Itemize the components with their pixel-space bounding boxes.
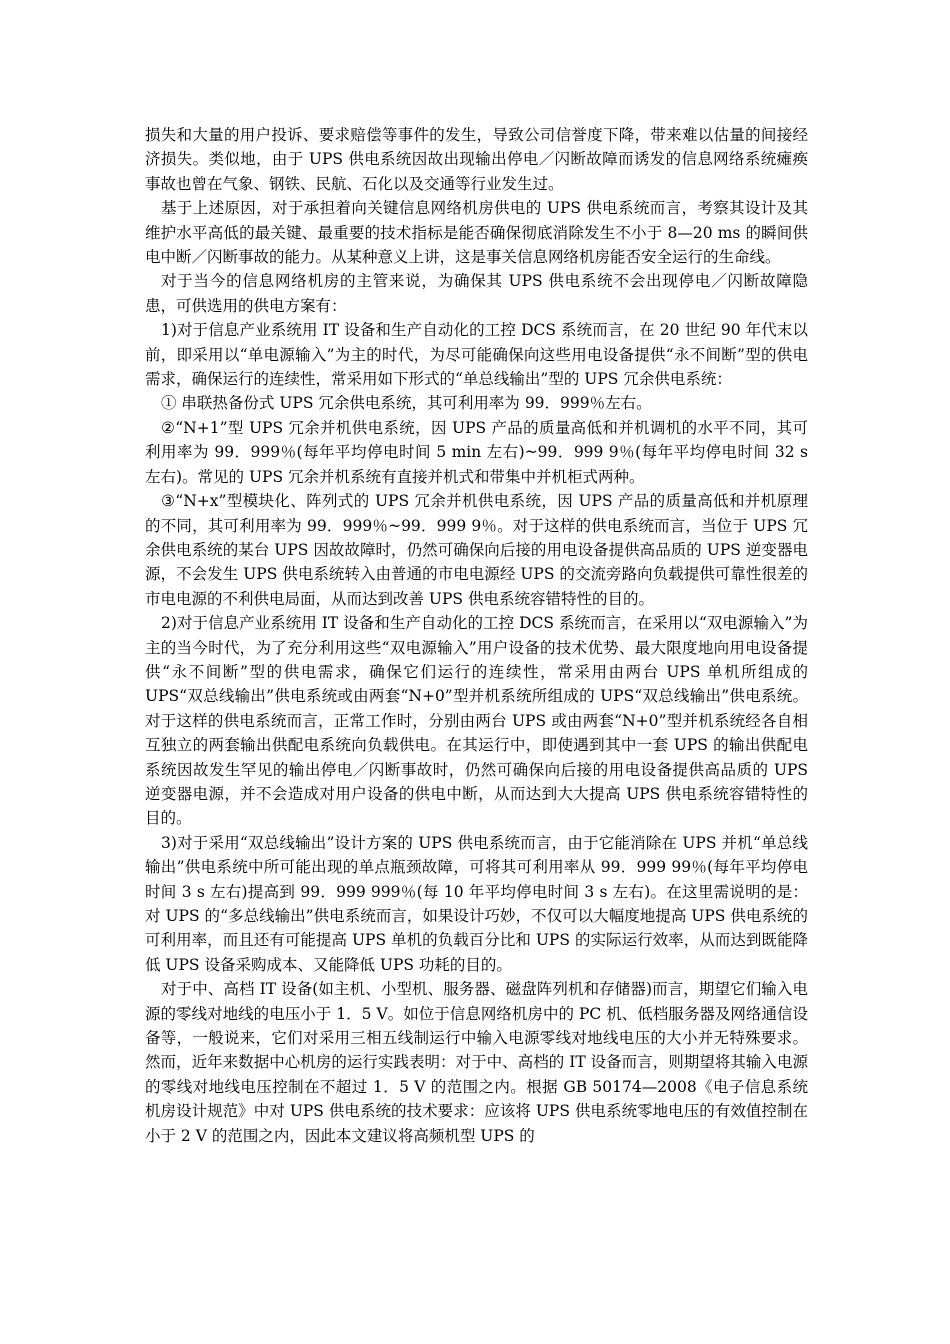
paragraph-7: ③“N+x”型模块化、阵列式的 UPS 冗余并机供电系统，因 UPS 产品的质量高低和并机原理的不同，其可利用率为 99．999％~99．999 9％。对于这样的供电系统而言，当位于 UPS 冗余供电系统的某台 UPS 因故故障时，仍然可确保向后接的用电设备提供高品质的 UPS 逆变器电源，不会发生 UPS 供电系统转入由普通的市电电源经 UPS 的交流旁路向负载提供可靠性很差的市电电源的不利供电局面，从而达到改善 UPS 供电系统容错特性的目的。 bbox=[145, 492, 808, 608]
paragraph-4: 1)对于信息产业系统用 IT 设备和生产自动化的工控 DCS 系统而言，在 20 世纪 90 年代末以前，即采用以“单电源输入”为主的时代，为尽可能确保向这些用电设备提供“永不间断”型的供电需求，确保运行的连续性，常采用如下形式的“单总线输出”型的 UPS 冗余供电系统： bbox=[145, 321, 808, 389]
paragraph-3: 对于当今的信息网络机房的主管来说，为确保其 UPS 供电系统不会出现停电／闪断故障隐患，可供选用的供电方案有： bbox=[145, 272, 808, 315]
paragraph-6: ②“N+1”型 UPS 冗余并机供电系统，因 UPS 产品的质量高低和并机调机的水平不同，其可利用率为 99．999％(每年平均停电时间 5 min 左右)~99．999 9％(每年平均停电时间 32 s 左右)。常见的 UPS 冗余并机系统有直接并机式和带集中并机柜式两种。 bbox=[145, 418, 808, 486]
paragraph-5: ① 串联热备份式 UPS 冗余供电系统，其可利用率为 99．999％左右。 bbox=[161, 394, 652, 413]
paragraph-8: 2)对于信息产业系统用 IT 设备和生产自动化的工控 DCS 系统而言，在采用以“双电源输入”为主的当今时代，为了充分利用这些“双电源输入”用户设备的技术优势、最大限度地向用电设备提供“永不间断”型的供电需求，确保它们运行的连续性，常采用由两台 UPS 单机所组成的 UPS“双总线输出”供电系统或由两套“N+0”型并机系统所组成的 UPS“双总线输出”供电系统。对于这样的供电系统而言，正常工作时，分别由两台 UPS 或由两套“N+0”型并机系统经各自相互独立的两套输出供配电系统向负载供电。在其运行中，即使遇到其中一套 UPS 的输出供配电系统因故发生罕见的输出停电／闪断事故时，仍然可确保向后接的用电设备提供高品质的 UPS 逆变器电源，并不会造成对用户设备的供电中断，从而达到大大提高 UPS 供电系统容错特性的目的。 bbox=[145, 614, 808, 828]
paragraph-2: 基于上述原因，对于承担着向关键信息网络机房供电的 UPS 供电系统而言，考察其设计及其维护水平高低的最关键、最重要的技术指标是能否确保彻底消除发生不小于 8—20 ms 的瞬间供电中断／闪断事故的能力。从某种意义上讲，这是事关信息网络机房能否安全运行的生命线。 bbox=[145, 199, 808, 267]
paragraph-1: 损失和大量的用户投诉、要求赔偿等事件的发生，导致公司信誉度下降，带来难以估量的间接经济损失。类似地，由于 UPS 供电系统因故出现输出停电／闪断故障而诱发的信息网络系统瘫痪事故也曾在气象、钢铁、民航、石化以及交通等行业发生过。 bbox=[145, 126, 808, 193]
paragraph-10: 对于中、高档 IT 设备(如主机、小型机、服务器、磁盘阵列机和存储器)而言，期望它们输入电源的零线对地线的电压小于 1．5 V。如位于信息网络机房中的 PC 机、低档服务器及网络通信设备等，一般说来，它们对采用三相五线制运行中输入电源零线对地线电压的大小并无特殊要求。然而，近年来数据中心机房的运行实践表明：对于中、高档的 IT 设备而言，则期望将其输入电源的零线对地线电压控制在不超过 1．5 V 的范围之内。根据 GB 50174—2008《电子信息系统机房设计规范》中对 UPS 供电系统的技术要求：应该将 UPS 供电系统零地电压的有效值控制在小于 2 V 的范围之内，因此本文建议将高频机型 UPS 的 bbox=[145, 980, 808, 1145]
paragraph-9: 3)对于采用“双总线输出”设计方案的 UPS 供电系统而言，由于它能消除在 UPS 并机“单总线输出”供电系统中所可能出现的单点瓶颈故障，可将其可利用率从 99．999 99％(每年平均停电时间 3 s 左右)提高到 99．999 999％(每 10 年平均停电时间 3 s 左右)。在这里需说明的是：对 UPS 的“多总线输出”供电系统而言，如果设计巧妙，不仅可以大幅度地提高 UPS 供电系统的可利用率，而且还有可能提高 UPS 单机的负载百分比和 UPS 的实际运行效率，从而达到既能降低 UPS 设备采购成本、又能降低 UPS 功耗的目的。 bbox=[145, 833, 808, 974]
document-body bbox=[145, 123, 808, 1148]
